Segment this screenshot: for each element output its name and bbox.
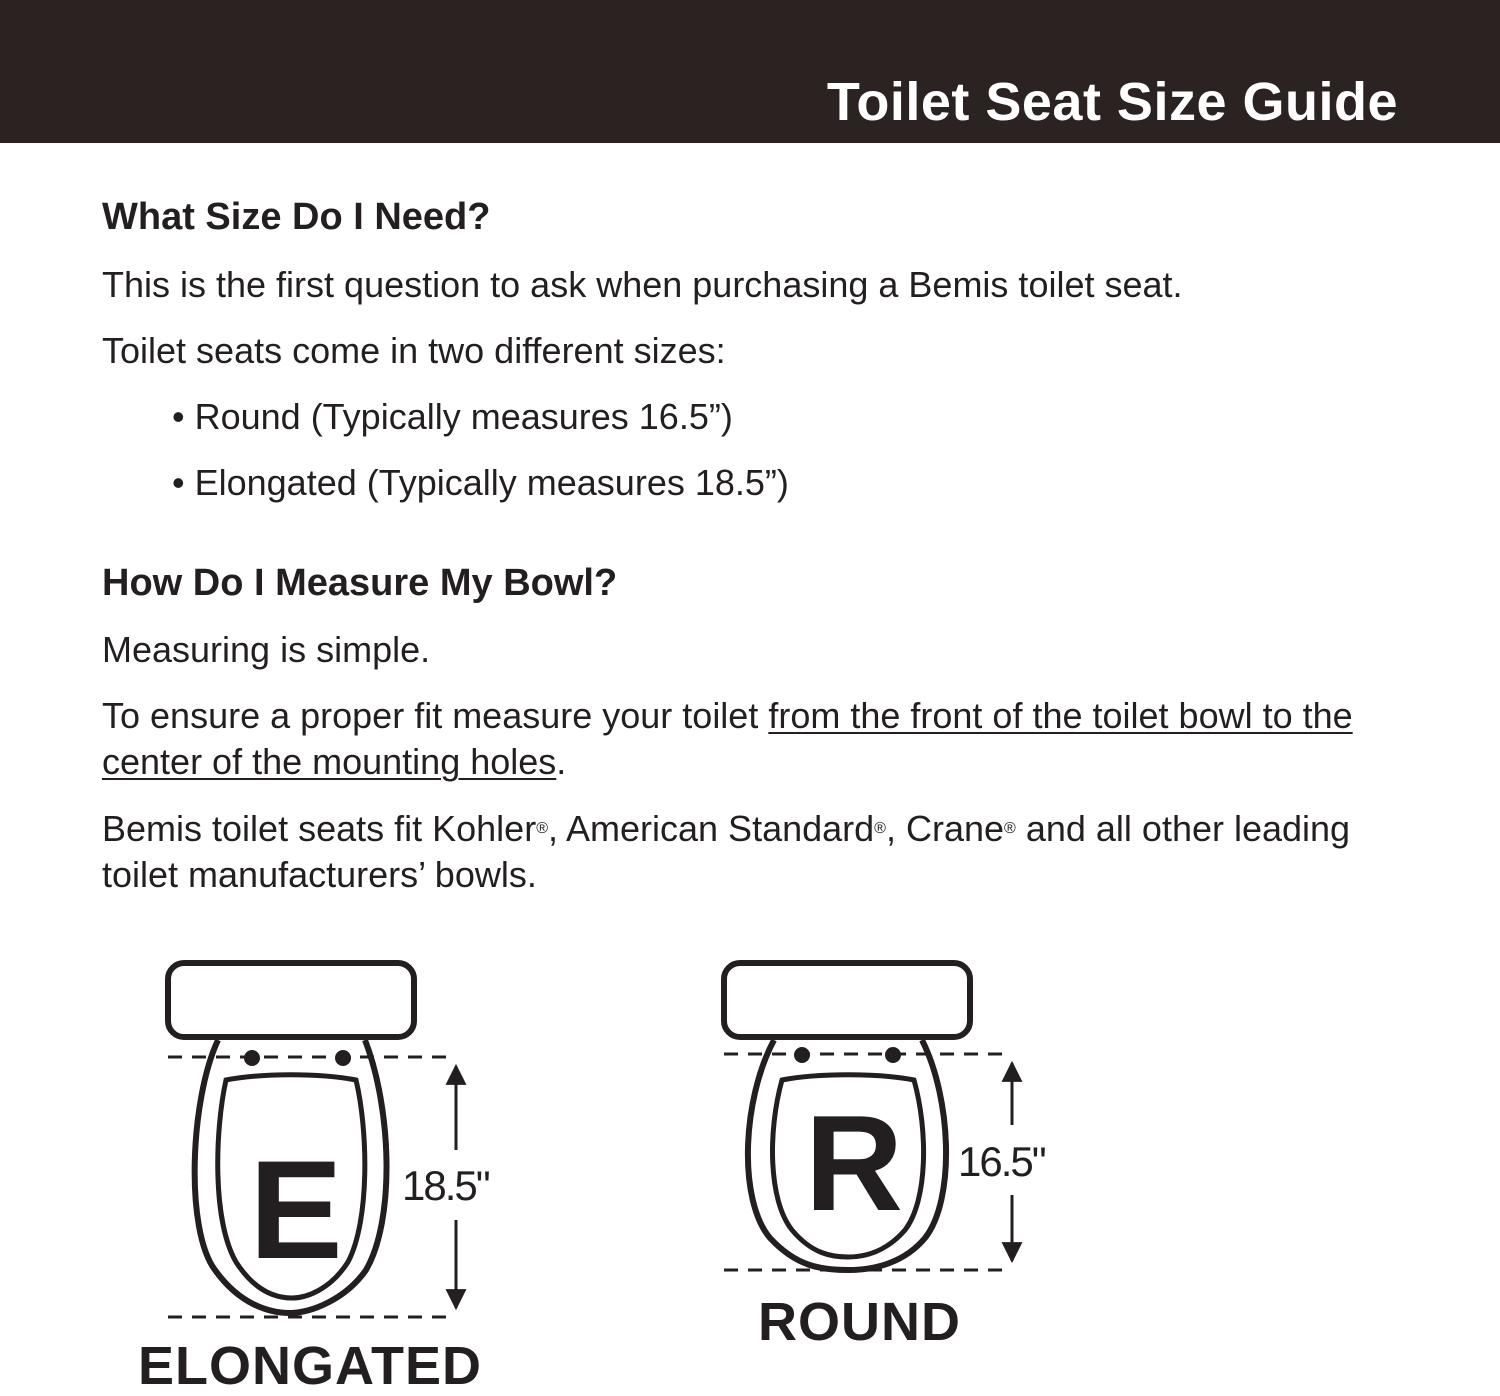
section-heading-size: What Size Do I Need? [102, 196, 491, 238]
round-letter: R [804, 1087, 904, 1239]
page-title: Toilet Seat Size Guide [826, 72, 1398, 132]
elongated-letter: E [249, 1131, 343, 1288]
registered-mark: ® [1004, 820, 1016, 837]
elongated-label: ELONGATED [138, 1336, 482, 1396]
compat-text-rest: and all other leading toilet manufacturers’ bowls. [102, 808, 1351, 895]
fit-text: To ensure a proper fit measure your toilet [102, 695, 769, 736]
elongated-measurement: 18.5" [402, 1162, 489, 1209]
compat-text-american-standard: , American Standard [547, 808, 875, 849]
registered-mark: ® [536, 820, 548, 837]
fit-underlined-text: from the front of the toilet bowl to the center of the mounting holes [102, 695, 1353, 782]
round-measurement: 16.5" [958, 1138, 1045, 1185]
sizes-paragraph: Toilet seats come in two different sizes: [102, 330, 726, 371]
intro-paragraph: This is the first question to ask when purchasing a Bemis toilet seat. [102, 264, 1183, 305]
compat-text-crane: , Crane [885, 808, 1005, 849]
compat-text-kohler: Bemis toilet seats fit Kohler [102, 808, 537, 849]
section-heading-measure: How Do I Measure My Bowl? [102, 562, 618, 604]
bullet-elongated: • Elongated (Typically measures 18.5”) [172, 462, 789, 503]
fit-period: . [556, 741, 567, 782]
bullet-round: • Round (Typically measures 16.5”) [172, 396, 733, 437]
registered-mark: ® [874, 820, 886, 837]
round-label: ROUND [758, 1292, 961, 1352]
measuring-paragraph: Measuring is simple. [102, 629, 431, 670]
